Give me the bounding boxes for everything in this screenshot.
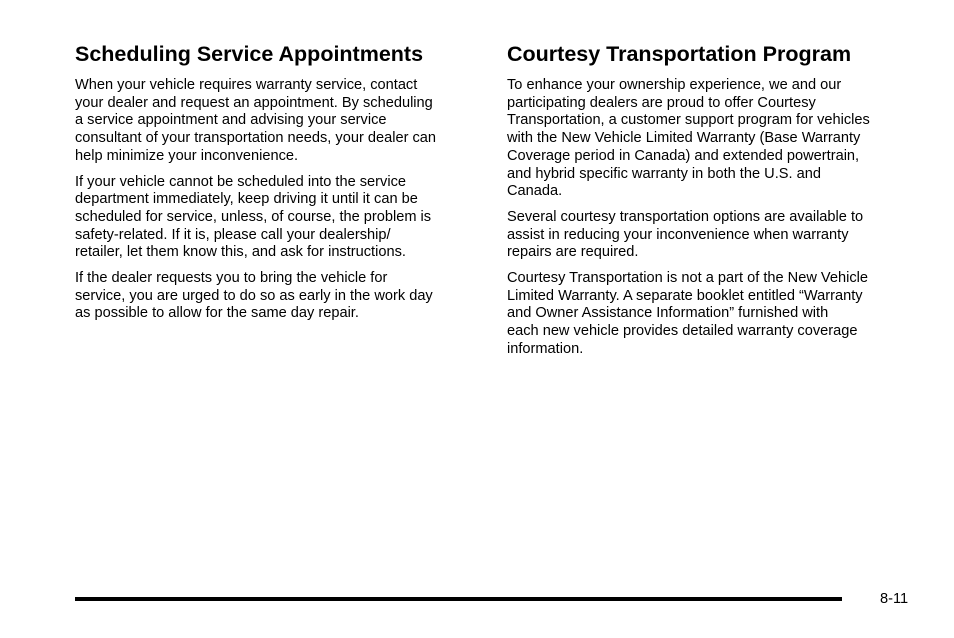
left-column xyxy=(75,40,485,331)
section-title-courtesy-transportation-program: Courtesy Transportation Program xyxy=(507,42,852,66)
page-number: 8-11 xyxy=(880,591,909,607)
paragraph: If the dealer requests you to bring the vehicle for service, you are urged to do so as early in the work day as possible to allow for the same day repair. xyxy=(75,270,433,322)
paragraph: Several courtesy transportation options are available to assist in reducing your inconvenience when warranty repairs are required. xyxy=(507,208,864,261)
paragraph: If your vehicle cannot be scheduled into the service department immediately, keep driving it until it can be scheduled for service, unless, of course, the problem is safety-related. If it is, please call your dealership/ retailer, let them know this, and ask for instructions. xyxy=(75,173,432,261)
section-title-scheduling-service-appointments: Scheduling Service Appointments xyxy=(75,42,424,66)
paragraph: Courtesy Transportation is not a part of the New Vehicle Limited Warranty. A separate booklet entitled “Warranty and Owner Assistance Information” furnished with each new vehicle provides detailed warranty coverage information. xyxy=(507,270,868,357)
right-column xyxy=(507,40,917,367)
paragraph: To enhance your ownership experience, we and our participating dealers are proud to offer Courtesy Transportation, a customer support program for vehicles with the New Vehicle Limited Warranty (Base Warranty Coverage period in Canada) and extended powertrain, and hybrid specific warranty in both the U.S. and Canada. xyxy=(507,77,870,200)
paragraph: When your vehicle requires warranty service, contact your dealer and request an appointment. By scheduling a service appointment and advising your service consultant of your transportation needs, your dealer can help minimize your inconvenience. xyxy=(75,77,437,164)
footer-rule xyxy=(75,597,842,601)
